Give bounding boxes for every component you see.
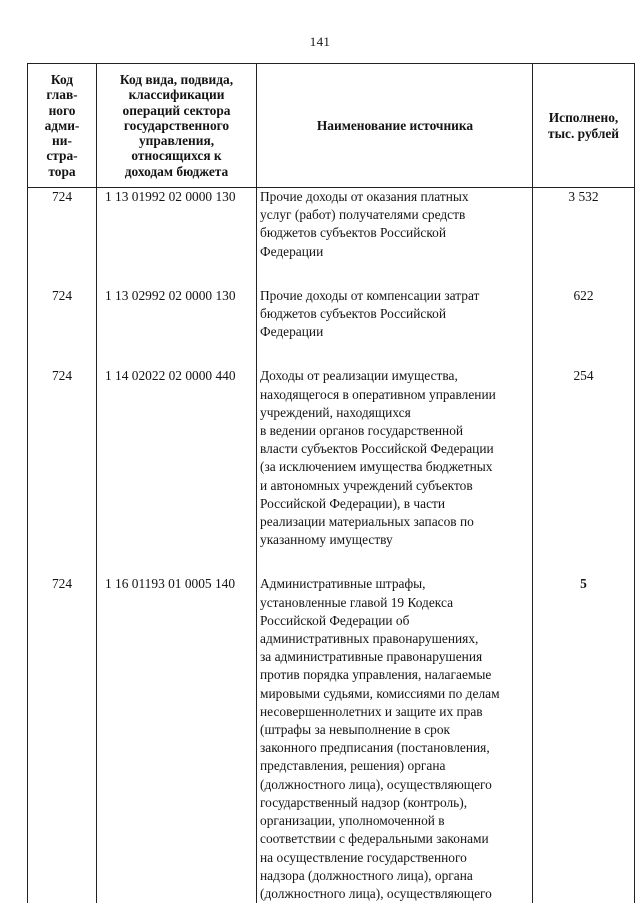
header-amount [533,64,635,188]
table-row [28,367,635,549]
source-name-cell [257,575,533,903]
table-row [28,188,635,261]
name-line: законного предписания (постановления, [260,740,490,756]
name-line: в ведении органов государственной [260,423,464,439]
header-line: Исполнено, [548,110,619,126]
name-line: на осуществление государственного [260,849,467,865]
classification-code-cell: 1 13 02992 02 0000 130 [97,287,257,342]
name-line: организации, уполномоченной в [260,813,445,829]
name-line: Административные штрафы, [260,576,426,592]
header-line: адми- [44,117,80,133]
admin-code-cell: 724 [28,188,97,261]
name-line: учреждений, находящихся [260,404,411,420]
name-line: бюджетов субъектов Российской [260,306,447,322]
name-line: установленные главой 19 Кодекса [260,594,454,610]
amount-cell: 254 [533,367,635,549]
classification-code-cell: 1 16 01193 01 0005 140 [97,575,257,903]
header-line: тыс. рублей [548,125,619,141]
source-name-cell [257,287,533,342]
amount-cell: 3 532 [533,188,635,261]
admin-code-cell: 724 [28,287,97,342]
name-line: Прочие доходы от компенсации затрат [260,287,480,303]
name-line: государственный надзор (контроль), [260,794,468,810]
name-line: Доходы от реализации имущества, [260,368,458,384]
classification-code-cell: 1 14 02022 02 0000 440 [97,367,257,549]
header-classification-code [97,64,257,188]
header-line: Код [50,72,74,88]
name-line: (должностного лица), осуществляющего [260,885,492,901]
name-line: (за исключением имущества бюджетных [260,459,493,475]
header-line: Код вида, подвида, [119,72,234,88]
header-line: классификации [128,87,225,103]
source-name-cell [257,188,533,261]
row-spacer [28,549,635,575]
name-line: Федерации [260,324,324,340]
header-line: доходам бюджета [124,163,229,179]
table-row [28,575,635,903]
name-line: услуг (работ) получателями средств [260,207,466,223]
name-line: власти субъектов Российской Федерации [260,441,494,457]
name-line: мировыми судьями, комиссиями по делам [260,685,500,701]
header-line: ни- [52,133,72,149]
header-line: тора [48,163,76,179]
table-row [28,287,635,342]
header-source-name: Наименование источника [257,64,533,188]
header-line: операций сектора [122,102,231,118]
name-line: (должностного лица), осуществляющего [260,776,492,792]
name-line: Российской Федерации об [260,612,410,628]
row-spacer [28,261,635,287]
amount-cell: 622 [533,287,635,342]
name-line: административных правонарушениях, [260,631,479,647]
name-line: Российской Федерации), в части [260,495,446,511]
header-line: относящихся к [131,148,222,164]
name-line: бюджетов субъектов Российской [260,225,447,241]
page-number: 141 [309,34,331,49]
name-line: Федерации [260,243,324,259]
name-line: (штрафы за невыполнение в срок [260,722,451,738]
table-header-row [28,64,635,188]
name-line: надзора (должностного лица), органа [260,867,473,883]
name-line: и автономных учреждений субъектов [260,477,473,493]
header-line: управления, [138,133,215,149]
classification-code-cell: 1 13 01992 02 0000 130 [97,188,257,261]
source-name-cell [257,367,533,549]
admin-code-cell: 724 [28,367,97,549]
name-line: Прочие доходы от оказания платных [260,189,469,204]
admin-code-cell: 724 [28,575,97,903]
header-line: стра- [46,148,78,164]
revenue-sources-table [27,63,635,903]
name-line: находящегося в оперативном управлении [260,386,496,402]
name-line: за административные правонарушения [260,649,483,665]
header-admin-code [28,64,97,188]
name-line: против порядка управления, налагаемые [260,667,492,683]
name-line: несовершеннолетних и защите их прав [260,703,483,719]
header-line: государственного [123,117,230,133]
amount-cell: 5 [533,575,635,903]
row-spacer [28,341,635,367]
name-line: указанному имуществу [260,532,393,548]
name-line: представления, решения) органа [260,758,446,774]
header-line: ного [48,102,76,118]
name-line: реализации материальных запасов по [260,514,474,530]
header-line: глав- [46,87,78,103]
name-line: соответствии с федеральными законами [260,831,489,847]
